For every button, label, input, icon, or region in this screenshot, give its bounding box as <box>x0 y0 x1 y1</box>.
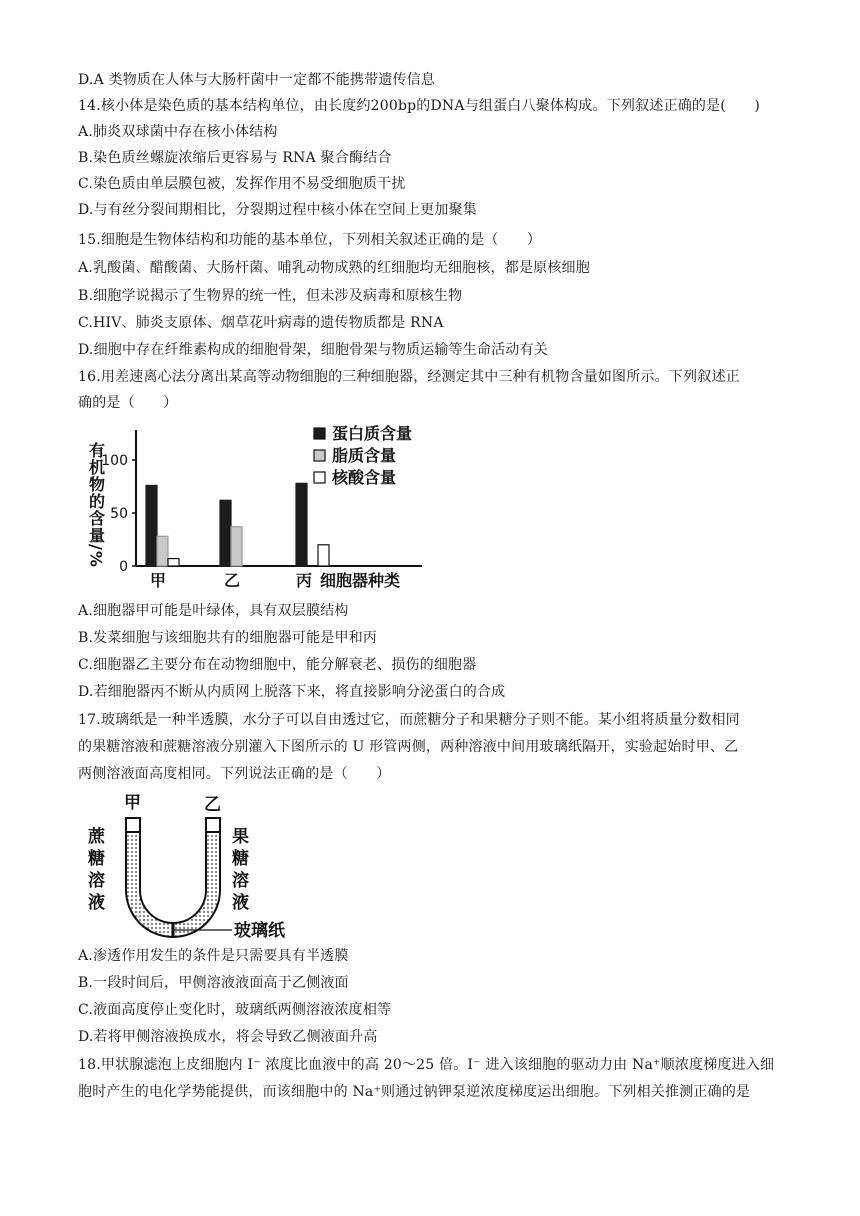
legend-label: 核酸含量 <box>332 468 397 487</box>
y-tick-label: 100 <box>101 453 128 469</box>
legend-swatch <box>314 472 325 483</box>
right-tube-top <box>206 818 220 832</box>
question-15-stem: 15.细胞是生物体结构和功能的基本单位，下列相关叙述正确的是（ ） <box>78 232 542 248</box>
y-tick-label: 0 <box>119 559 128 575</box>
option-15a: A.乳酸菌、醋酸菌、大肠杆菌、哺乳动物成熟的红细胞均无细胞核，都是原核细胞 <box>78 260 590 276</box>
lipid-bar <box>157 536 168 566</box>
right-label-char: 液 <box>232 893 249 913</box>
left-top-label: 甲 <box>124 793 141 813</box>
x-axis-label: 细胞器种类 <box>320 571 401 590</box>
option-15c: C.HIV、肺炎支原体、烟草花叶病毒的遗传物质都是 RNA <box>78 315 444 331</box>
legend-swatch <box>314 450 325 461</box>
right-top-label: 乙 <box>204 795 221 815</box>
lipid-bar <box>231 527 242 566</box>
left-tube-top <box>126 818 140 832</box>
line-13d: D.A 类物质在人体与大肠杆菌中一定都不能携带遗传信息 <box>78 72 436 88</box>
question-16-stem-cont: 确的是（ ） <box>78 395 178 411</box>
protein-bar <box>146 485 157 566</box>
option-17d: D.若将甲侧溶液换成水，将会导致乙侧液面升高 <box>78 1029 378 1045</box>
option-15d: D.细胞中存在纤维素构成的细胞骨架，细胞骨架与物质运输等生命活动有关 <box>78 342 548 358</box>
question-17-stem: 17.玻璃纸是一种半透膜，水分子可以自由透过它，而蔗糖分子和果糖分子则不能。某小组将质量分数相同 <box>78 712 740 728</box>
organelle-composition-chart <box>82 418 442 598</box>
u-tube-diagram <box>82 790 312 940</box>
x-tick-label: 乙 <box>223 571 241 590</box>
x-tick-label: 甲 <box>149 571 167 590</box>
option-14b: B.染色质丝螺旋浓缩后更容易与 RNA 聚合酶结合 <box>78 150 392 166</box>
y-axis-label: 有机物的含量/% <box>86 442 106 568</box>
option-16a: A.细胞器甲可能是叶绿体，具有双层膜结构 <box>78 603 349 619</box>
option-16d: D.若细胞器丙不断从内质网上脱落下来，将直接影响分泌蛋白的合成 <box>78 684 506 700</box>
right-label-char: 果 <box>232 827 249 847</box>
legend-label: 脂质含量 <box>332 446 397 465</box>
legend-swatch <box>314 428 325 439</box>
left-label-char: 蔗 <box>88 827 105 847</box>
protein-bar <box>220 500 231 566</box>
nucleic-acid-bar <box>318 545 329 566</box>
left-label-char: 溶 <box>88 871 105 891</box>
membrane-label: 玻璃纸 <box>234 921 285 940</box>
question-16-stem: 16.用差速离心法分离出某高等动物细胞的三种细胞器，经测定其中三种有机物含量如图所示。下列叙述正 <box>78 369 740 385</box>
option-16c: C.细胞器乙主要分布在动物细胞中，能分解衰老、损伤的细胞器 <box>78 657 477 673</box>
left-label-char: 液 <box>88 893 105 913</box>
option-17c: C.液面高度停止变化时，玻璃纸两侧溶液浓度相等 <box>78 1002 392 1018</box>
nucleic-acid-bar <box>168 559 179 566</box>
right-label-char: 溶 <box>232 871 249 891</box>
option-14a: A.肺炎双球菌中存在核小体结构 <box>78 124 278 140</box>
right-label-char: 糖 <box>232 849 249 869</box>
option-17a: A.渗透作用发生的条件是只需要具有半透膜 <box>78 948 349 964</box>
option-17b: B.一段时间后，甲侧溶液液面高于乙侧液面 <box>78 975 349 991</box>
protein-bar <box>296 483 307 566</box>
y-tick-label: 50 <box>110 506 128 522</box>
question-17-stem-cont1: 的果糖溶液和蔗糖溶液分别灌入下图所示的 U 形管两侧，两种溶液中间用玻璃纸隔开，实验起始时甲、乙 <box>78 739 739 755</box>
question-14-stem: 14.核小体是染色质的基本结构单位，由长度约200bp的DNA与组蛋白八聚体构成。下列叙述正确的是( ) <box>78 98 761 114</box>
option-14d: D.与有丝分裂间期相比，分裂期过程中核小体在空间上更加聚集 <box>78 202 477 218</box>
option-14c: C.染色质由单层膜包被，发挥作用不易受细胞质干扰 <box>78 176 406 192</box>
left-label-char: 糖 <box>88 849 105 869</box>
question-17-stem-cont2: 两侧溶液面高度相同。下列说法正确的是（ ） <box>78 766 391 782</box>
u-tube-outer <box>126 818 220 937</box>
option-15b: B.细胞学说揭示了生物界的统一性，但未涉及病毒和原核生物 <box>78 288 463 304</box>
x-tick-label: 丙 <box>295 571 313 590</box>
legend-label: 蛋白质含量 <box>332 424 413 443</box>
option-16b: B.发菜细胞与该细胞共有的细胞器可能是甲和丙 <box>78 630 378 646</box>
question-18-stem: 18.甲状腺滤泡上皮细胞内 I⁻ 浓度比血液中的高 20～25 倍。I⁻ 进入该细胞的驱动力由 Na⁺顺浓度梯度进入细 <box>78 1057 775 1073</box>
question-18-stem-cont: 胞时产生的电化学势能提供，而该细胞中的 Na⁺则通过钠钾泵逆浓度梯度运出细胞。下列相关推测正确的是 <box>78 1084 751 1100</box>
